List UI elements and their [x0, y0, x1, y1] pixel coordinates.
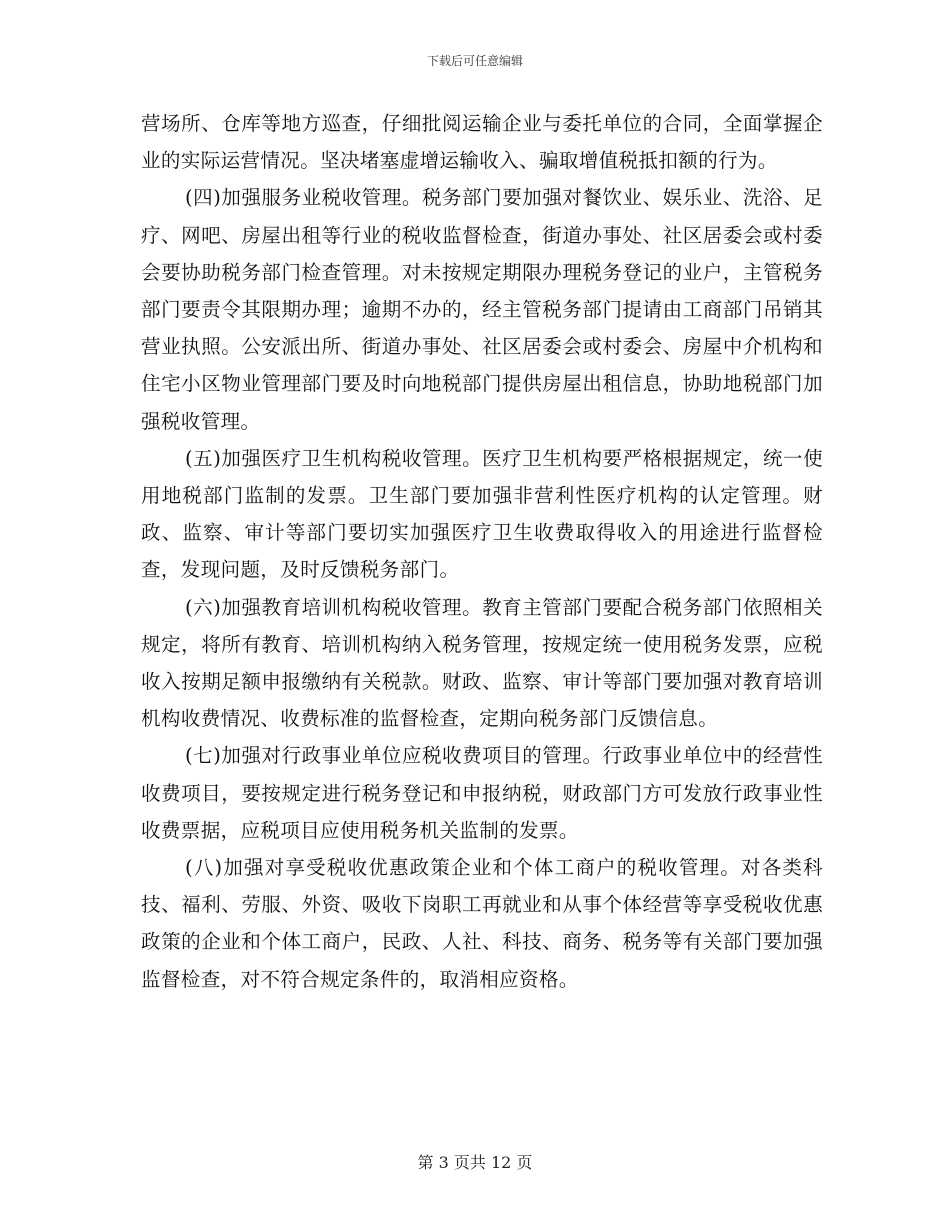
page-number: 第 3 页共 12 页 [417, 1153, 533, 1172]
page-header: 下载后可任意编辑 [426, 54, 523, 68]
paragraph-service-industry: (四)加强服务业税收管理。税务部门要加强对餐饮业、娱乐业、洗浴、足疗、网吧、房屋出租等行业的税收监督检查，街道办事处、社区居委会或村委会要协助税务部门检查管理。对未按规定期限办理税务登记的业户，主管税务部门要责令其限期办理；逾期不办的，经主管税务部门提请由工商部门吊销其营业执照。公安派出所、街道办事处、社区居委会或村委会、房屋中介机构和住宅小区物业管理部门要及时向地税部门提供房屋出租信息，协助地税部门加强税收管理。 [141, 186, 823, 433]
paragraph-education-training: (六)加强教育培训机构税收管理。教育主管部门要配合税务部门依照相关规定，将所有教育、培训机构纳入税务管理，按规定统一使用税务发票，应税收入按期足额申报缴纳有关税款。财政、监察、审计等部门要加强对教育培训机构收费情况、收费标准的监督检查，定期向税务部门反馈信息。 [141, 595, 823, 731]
paragraph-tax-incentives: (八)加强对享受税收优惠政策企业和个体工商户的税收管理。对各类科技、福利、劳服、外资、吸收下岗职工再就业和从事个体经营等享受税收优惠政策的企业和个体工商户，民政、人社、科技、商务、税务等有关部门要加强监督检查，对不符合规定条件的，取消相应资格。 [141, 856, 823, 991]
paragraph-medical-institutions: (五)加强医疗卫生机构税收管理。医疗卫生机构要严格根据规定，统一使用地税部门监制的发票。卫生部门要加强非营利性医疗机构的认定管理。财政、监察、审计等部门要切实加强医疗卫生收费取得收入的用途进行监督检查，发现问题，及时反馈税务部门。 [141, 446, 823, 582]
paragraph-continuation: 营场所、仓库等地方巡查，仔细批阅运输企业与委托单位的合同，全面掌握企业的实际运营情况。坚决堵塞虚增运输收入、骗取增值税抵扣额的行为。 [141, 112, 823, 173]
paragraph-administrative-units: (七)加强对行政事业单位应税收费项目的管理。行政事业单位中的经营性收费项目，要按规定进行税务登记和申报纳税，财政部门方可发放行政事业性收费票据，应税项目应使用税务机关监制的发票。 [141, 744, 823, 842]
document-body [141, 105, 823, 998]
